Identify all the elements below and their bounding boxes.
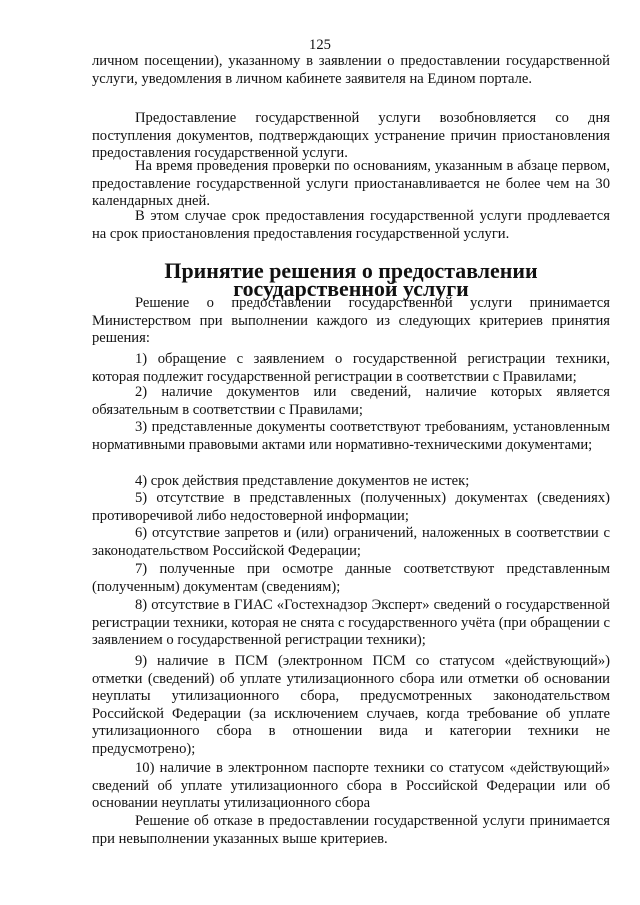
page-number: 125 xyxy=(309,37,331,53)
criterion-item: 2) наличие документов или сведений, наличие которых является обязательным в соответствии с Правилами; xyxy=(92,384,610,418)
paragraph: В этом случае срок предоставления государственной услуги продлевается на срок приостановления предоставления государственной услуги. xyxy=(92,208,610,242)
criterion-item: 1) обращение с заявлением о государственной регистрации техники, которая подлежит государственной регистрации в соответствии с Правилами; xyxy=(92,351,610,385)
paragraph: Решение об отказе в предоставлении государственной услуги принимается при невыполнении указанных выше критериев. xyxy=(92,813,610,847)
section-heading: Принятие решения о предоставлении государственной услуги xyxy=(164,258,538,301)
criterion-item: 7) полученные при осмотре данные соответствуют представленным (полученным) документам (сведениям); xyxy=(92,561,610,595)
criterion-item: 9) наличие в ПСМ (электронном ПСМ со статусом «действующий») отметки (сведений) об уплате утилизационного сбора или отметки об основании неуплаты утилизационного сбора, предусмотренных законодательством Российской Федерации (за исключением случаев, когда требование об уплате утилизационного сбора в отношении вида и категории техники не предусмотрено); xyxy=(92,653,610,757)
paragraph: На время проведения проверки по основаниям, указанным в абзаце первом, предоставление государственной услуги приостанавливается не более чем на 30 календарных дней. xyxy=(92,158,610,209)
criterion-item: 4) срок действия представление документов не истек; xyxy=(135,473,470,489)
paragraph: Предоставление государственной услуги возобновляется со дня поступления документов, подтверждающих устранение причин приостановления предоставления государственной услуги. xyxy=(92,110,610,161)
paragraph: личном посещении), указанному в заявлении о предоставлении государственной услуги, уведомления в личном кабинете заявителя на Едином портале. xyxy=(92,53,610,87)
criterion-item: 3) представленные документы соответствуют требованиям, установленным нормативными правовыми актами или нормативно-техническими документами; xyxy=(92,419,610,453)
criterion-item: 5) отсутствие в представленных (полученных) документах (сведениях) противоречивой либо недостоверной информации; xyxy=(92,490,610,524)
criterion-item: 8) отсутствие в ГИАС «Гостехнадзор Эксперт» сведений о государственной регистрации техники, которая не снята с государственного учёта (при обращении с заявлением о государственной регистрации техники); xyxy=(92,597,610,648)
paragraph: Решение о предоставлении государственной услуги принимается Министерством при выполнении каждого из следующих критериев принятия решения: xyxy=(92,295,610,346)
criterion-item: 6) отсутствие запретов и (или) ограничений, наложенных в соответствии с законодательством Российской Федерации; xyxy=(92,525,610,559)
criterion-item: 10) наличие в электронном паспорте техники со статусом «действующий» сведений об уплате утилизационного сбора в Российской Федерации или об основании неуплаты утилизационного сбора xyxy=(92,760,610,811)
